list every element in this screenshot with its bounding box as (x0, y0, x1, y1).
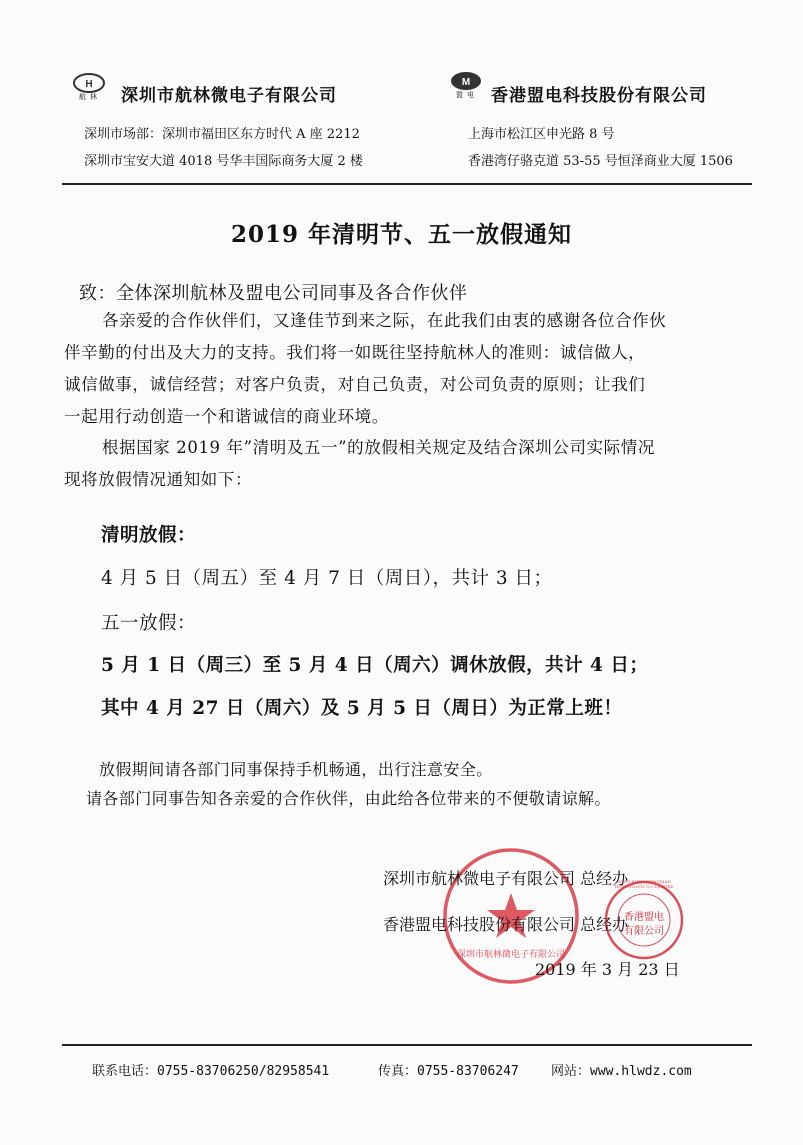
mengdian-logo (447, 70, 485, 98)
intro-line: 一起用行动创造一个和谐诚信的商业环境。 (64, 407, 389, 426)
header-divider (62, 183, 752, 185)
intro-line: 各亲爱的合作伙伴们，又逢佳节到来之际，在此我们由衷的感谢各位合作伙 (102, 311, 667, 330)
hanglin-logo-text: 航林 (79, 93, 101, 101)
mengdian-logo-text: 盟电 (456, 91, 478, 99)
signature-date: 2019 年 3 月 23 日 (535, 960, 680, 979)
labor-day-heading: 五一放假： (101, 613, 197, 634)
note-2: 请各部门同事告知各亲爱的合作伙伴，由此给各位带来的不便敬请谅解。 (86, 789, 611, 808)
signature-hanglin: 深圳市航林微电子有限公司 总经办 (383, 869, 629, 888)
svg-text:M: M (461, 77, 471, 88)
seal-text-mengdian-2: 有限公司 (624, 926, 664, 937)
right-company-name: 香港盟电科技股份有限公司 (491, 86, 707, 106)
qingming-heading: 清明放假： (101, 525, 197, 546)
footer-phone: 联系电话：0755-83706250/82958541 (92, 1064, 330, 1079)
hanglin-logo (70, 72, 108, 100)
regulation-line: 根据国家 2019 年”清明及五一”的放假相关规定及结合深圳公司实际情况 (102, 438, 655, 457)
footer-divider (62, 1044, 752, 1046)
seal-ring-text-mengdian: HONG KONG MENGDIAN TECHNOLOGY CO. LIMITED (614, 879, 674, 889)
note-1: 放假期间请各部门同事保持手机畅通，出行注意安全。 (99, 760, 493, 779)
salutation: 致：全体深圳航林及盟电公司同事及各合作伙伴 (79, 283, 468, 304)
left-address-2: 深圳市宝安大道 4018 号华丰国际商务大厦 2 楼 (84, 154, 363, 169)
labor-day-workdays: 其中 4 月 27 日（周六）及 5 月 5 日（周日）为正常上班！ (101, 698, 623, 719)
intro-line: 诚信做事，诚信经营；对客户负责，对自己负责，对公司负责的原则；让我们 (64, 375, 646, 394)
footer-website: 网站：www.hlwdz.com (551, 1064, 692, 1079)
regulation-paragraph (64, 432, 655, 496)
notice-title: 2019 年清明节、五一放假通知 (230, 221, 573, 248)
left-address-1: 深圳市场部：深圳市福田区东方时代 A 座 2212 (84, 127, 360, 142)
intro-paragraph (64, 305, 666, 433)
signature-mengdian: 香港盟电科技股份有限公司 总经办 (383, 915, 629, 934)
right-address-2: 香港湾仔骆克道 53-55 号恒泽商业大厦 1506 (468, 154, 733, 169)
qingming-detail: 4 月 5 日（周五）至 4 月 7 日（周日），共计 3 日； (101, 568, 553, 589)
svg-text:H: H (85, 79, 93, 90)
labor-day-detail: 5 月 1 日（周三）至 5 月 4 日（周六）调休放假，共计 4 日； (101, 655, 649, 676)
left-company-name: 深圳市航林微电子有限公司 (121, 86, 337, 106)
seal-text-hanglin: 深圳市航林微电子有限公司 (456, 950, 565, 960)
regulation-line: 现将放假情况通知如下： (64, 470, 253, 489)
footer-fax: 传真：0755-83706247 (378, 1064, 519, 1079)
right-address-1: 上海市松江区申光路 8 号 (468, 127, 615, 142)
seal-text-mengdian: 香港盟电 (624, 912, 664, 923)
intro-line: 伴辛勤的付出及大力的支持。我们将一如既往坚持航林人的准则：诚信做人， (64, 343, 646, 362)
